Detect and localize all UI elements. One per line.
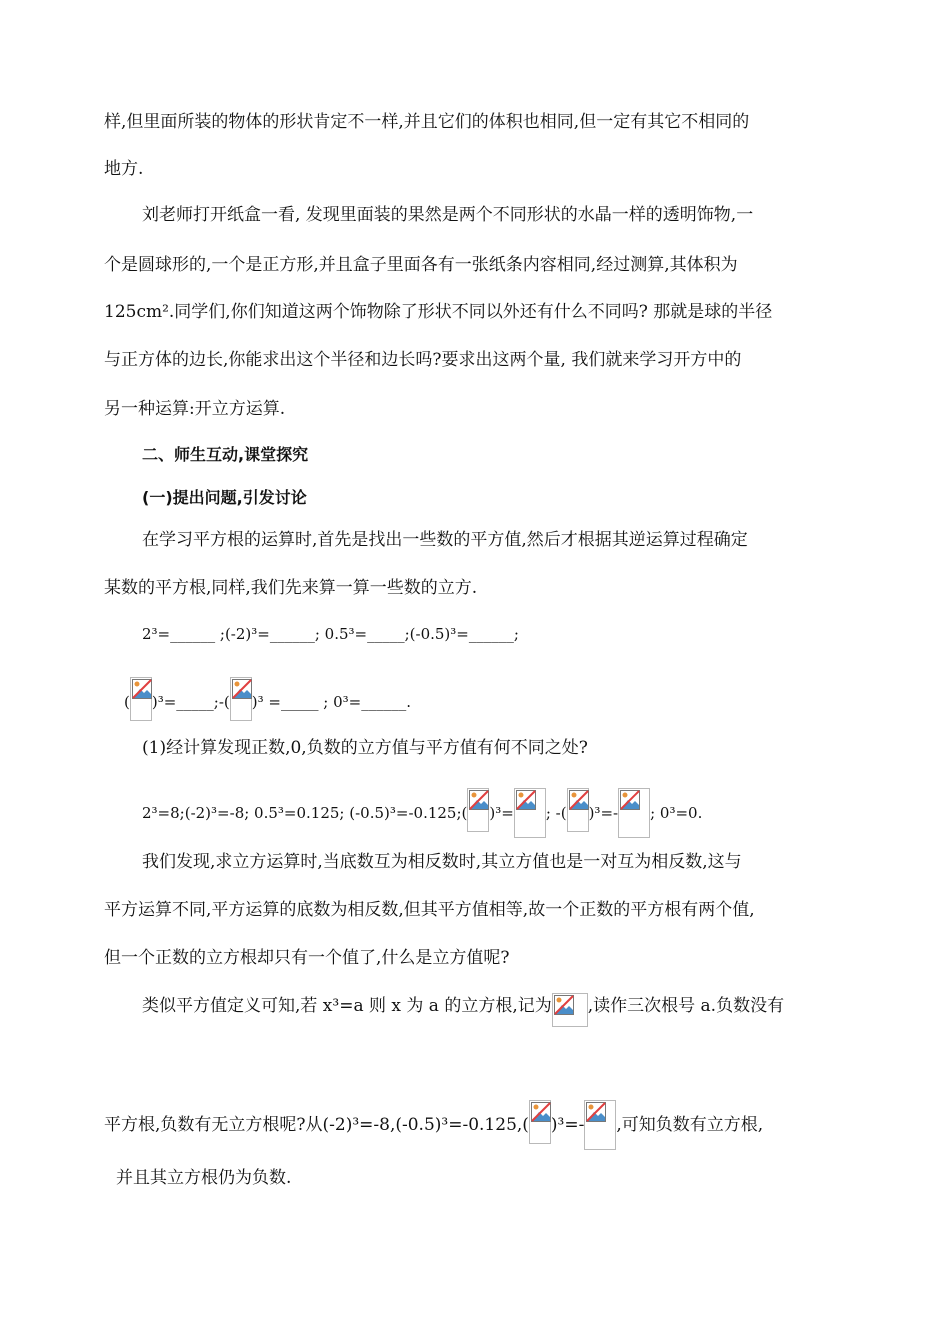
paragraph-line: 样,但里面所装的物体的形状肯定不一样,并且它们的体积也相同,但一定有其它不相同的 [104, 112, 750, 132]
answer-text: )³= [489, 804, 514, 822]
paragraph-line: 某数的平方根,同样,我们先来算一算一些数的立方. [104, 578, 478, 598]
exercise-text: )³ =_____ ; 0³=______. [251, 693, 411, 711]
paragraph-line: 刘老师打开纸盒一看, 发现里面装的果然是两个不同形状的水晶一样的透明饰物,一 [142, 205, 754, 225]
paragraph-line: 平方运算不同,平方运算的底数为相反数,但其平方值相等,故一个正数的平方根有两个值, [104, 900, 755, 920]
subsection-heading: (一)提出问题,引发讨论 [142, 488, 307, 507]
broken-image-icon [529, 1100, 551, 1144]
answer-text: )³=- [588, 804, 619, 822]
broken-image-icon [567, 788, 589, 832]
paragraph-text: )³=- [550, 1115, 585, 1135]
question-line: (1)经计算发现正数,0,负数的立方值与平方值有何不同之处? [142, 738, 588, 758]
definition-text: ,读作三次根号 a.负数没有 [587, 996, 785, 1016]
definition-line [142, 993, 784, 1027]
paragraph-line: 我们发现,求立方运算时,当底数互为相反数时,其立方值也是一对互为相反数,这与 [142, 852, 742, 872]
paragraph-line: 在学习平方根的运算时,首先是找出一些数的平方值,然后才根据其逆运算过程确定 [142, 530, 748, 550]
broken-image-icon [552, 993, 588, 1027]
paragraph-line [104, 1100, 763, 1150]
exercise-line-2 [124, 677, 411, 721]
paragraph-text: 平方根,负数有无立方根呢?从(-2)³=-8,(-0.5)³=-0.125,( [104, 1115, 529, 1135]
broken-image-icon [467, 788, 489, 832]
broken-image-icon [130, 677, 152, 721]
answer-text: ; 0³=0. [650, 804, 703, 822]
definition-text: 类似平方值定义可知,若 x³=a 则 x 为 a 的立方根,记为 [142, 996, 552, 1016]
paragraph-text: ,可知负数有立方根, [616, 1115, 764, 1135]
broken-image-icon [618, 788, 650, 838]
exercise-line-1: 2³=______ ;(-2)³=______; 0.5³=_____;(-0.5)³=______; [142, 625, 519, 643]
answer-text: ; -( [545, 804, 567, 822]
paragraph-line: 并且其立方根仍为负数. [116, 1168, 292, 1188]
paragraph-line: 与正方体的边长,你能求出这个半径和边长吗?要求出这两个量, 我们就来学习开方中的 [104, 350, 742, 370]
paragraph-line: 但一个正数的立方根却只有一个值了,什么是立方值呢? [104, 948, 510, 968]
broken-image-icon [514, 788, 546, 838]
broken-image-icon [230, 677, 252, 721]
section-heading: 二、师生互动,课堂探究 [142, 445, 309, 464]
exercise-text: )³=_____;-( [151, 693, 230, 711]
paragraph-line: 另一种运算:开立方运算. [104, 399, 286, 419]
broken-image-icon [584, 1100, 616, 1150]
paragraph-line: 地方. [104, 159, 144, 179]
answer-text: 2³=8;(-2)³=-8; 0.5³=0.125; (-0.5)³=-0.125;( [142, 804, 468, 822]
answer-line [142, 788, 702, 838]
paragraph-line: 个是圆球形的,一个是正方形,并且盒子里面各有一张纸条内容相同,经过测算,其体积为 [104, 255, 738, 275]
exercise-text: ( [124, 693, 130, 711]
paragraph-line: 125cm².同学们,你们知道这两个饰物除了形状不同以外还有什么不同吗? 那就是球的半径 [104, 302, 773, 322]
